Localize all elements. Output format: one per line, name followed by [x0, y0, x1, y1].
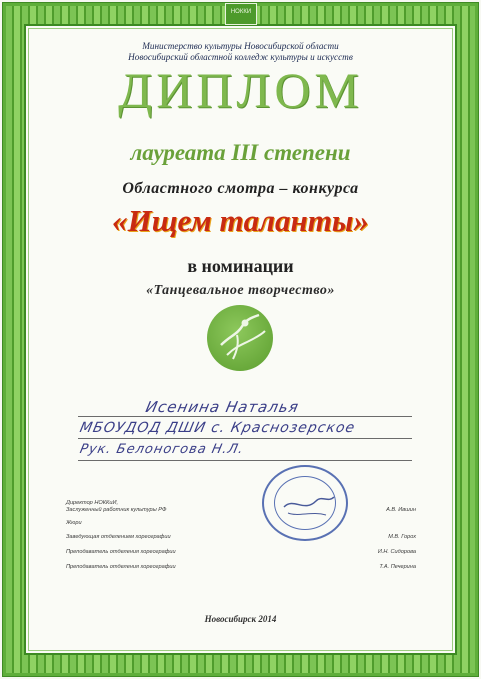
signature-teacher-1-name: И.Н. Сидорова — [377, 549, 416, 555]
college-emblem-text: НОККИ — [230, 9, 252, 15]
signature-teacher-1-title: Преподаватель отделения хореографии — [66, 549, 176, 555]
recipient-teacher: Рук. Белоногова Н.Л. — [78, 442, 246, 457]
diploma-title: ДИПЛОМ — [118, 62, 363, 118]
signature-director-title: Директор НОККиИ, Заслуженный работник культуры РФ — [66, 500, 167, 513]
city-year: Новосибирск 2014 — [204, 614, 277, 624]
college-emblem — [225, 3, 257, 25]
ministry-heading — [0, 41, 481, 63]
signature-jury-label — [66, 520, 416, 527]
contest-type: Областного смотра – конкурса — [122, 180, 359, 197]
signature-director — [66, 500, 416, 514]
recipient-name: Исенина Наталья — [144, 398, 301, 416]
ministry-line-1: Министерство культуры Новосибирской области — [142, 41, 339, 51]
signature-teacher-2 — [66, 564, 416, 571]
recipient-school: МБОУДОД ДШИ с. Краснозерское — [78, 420, 357, 436]
dancer-emblem-icon — [207, 305, 273, 371]
contest-name: «Ищем таланты» — [112, 203, 369, 238]
recipient-school-line — [78, 438, 412, 439]
signature-head — [66, 534, 416, 541]
nomination-label: в номинации — [187, 256, 294, 276]
signature-teacher-2-title: Преподаватель отделения хореографии — [66, 564, 176, 570]
signature-head-name: М.В. Горох — [388, 534, 416, 540]
recipient-teacher-line — [78, 460, 412, 461]
signature-teacher-2-name: Т.А. Печерина — [379, 564, 416, 570]
signature-head-title: Заведующая отделением хореографии — [66, 534, 171, 540]
nomination-name: «Танцевальное творчество» — [146, 283, 335, 298]
signature-director-name: А.В. Ившин — [386, 507, 416, 513]
ministry-line-2: Новосибирский областной колледж культуры и искусств — [128, 52, 353, 62]
laureate-degree: лауреата III степени — [130, 140, 351, 165]
recipient-name-line — [78, 416, 412, 417]
signature-teacher-1 — [66, 549, 416, 556]
jury-label: Жюри — [66, 520, 82, 526]
